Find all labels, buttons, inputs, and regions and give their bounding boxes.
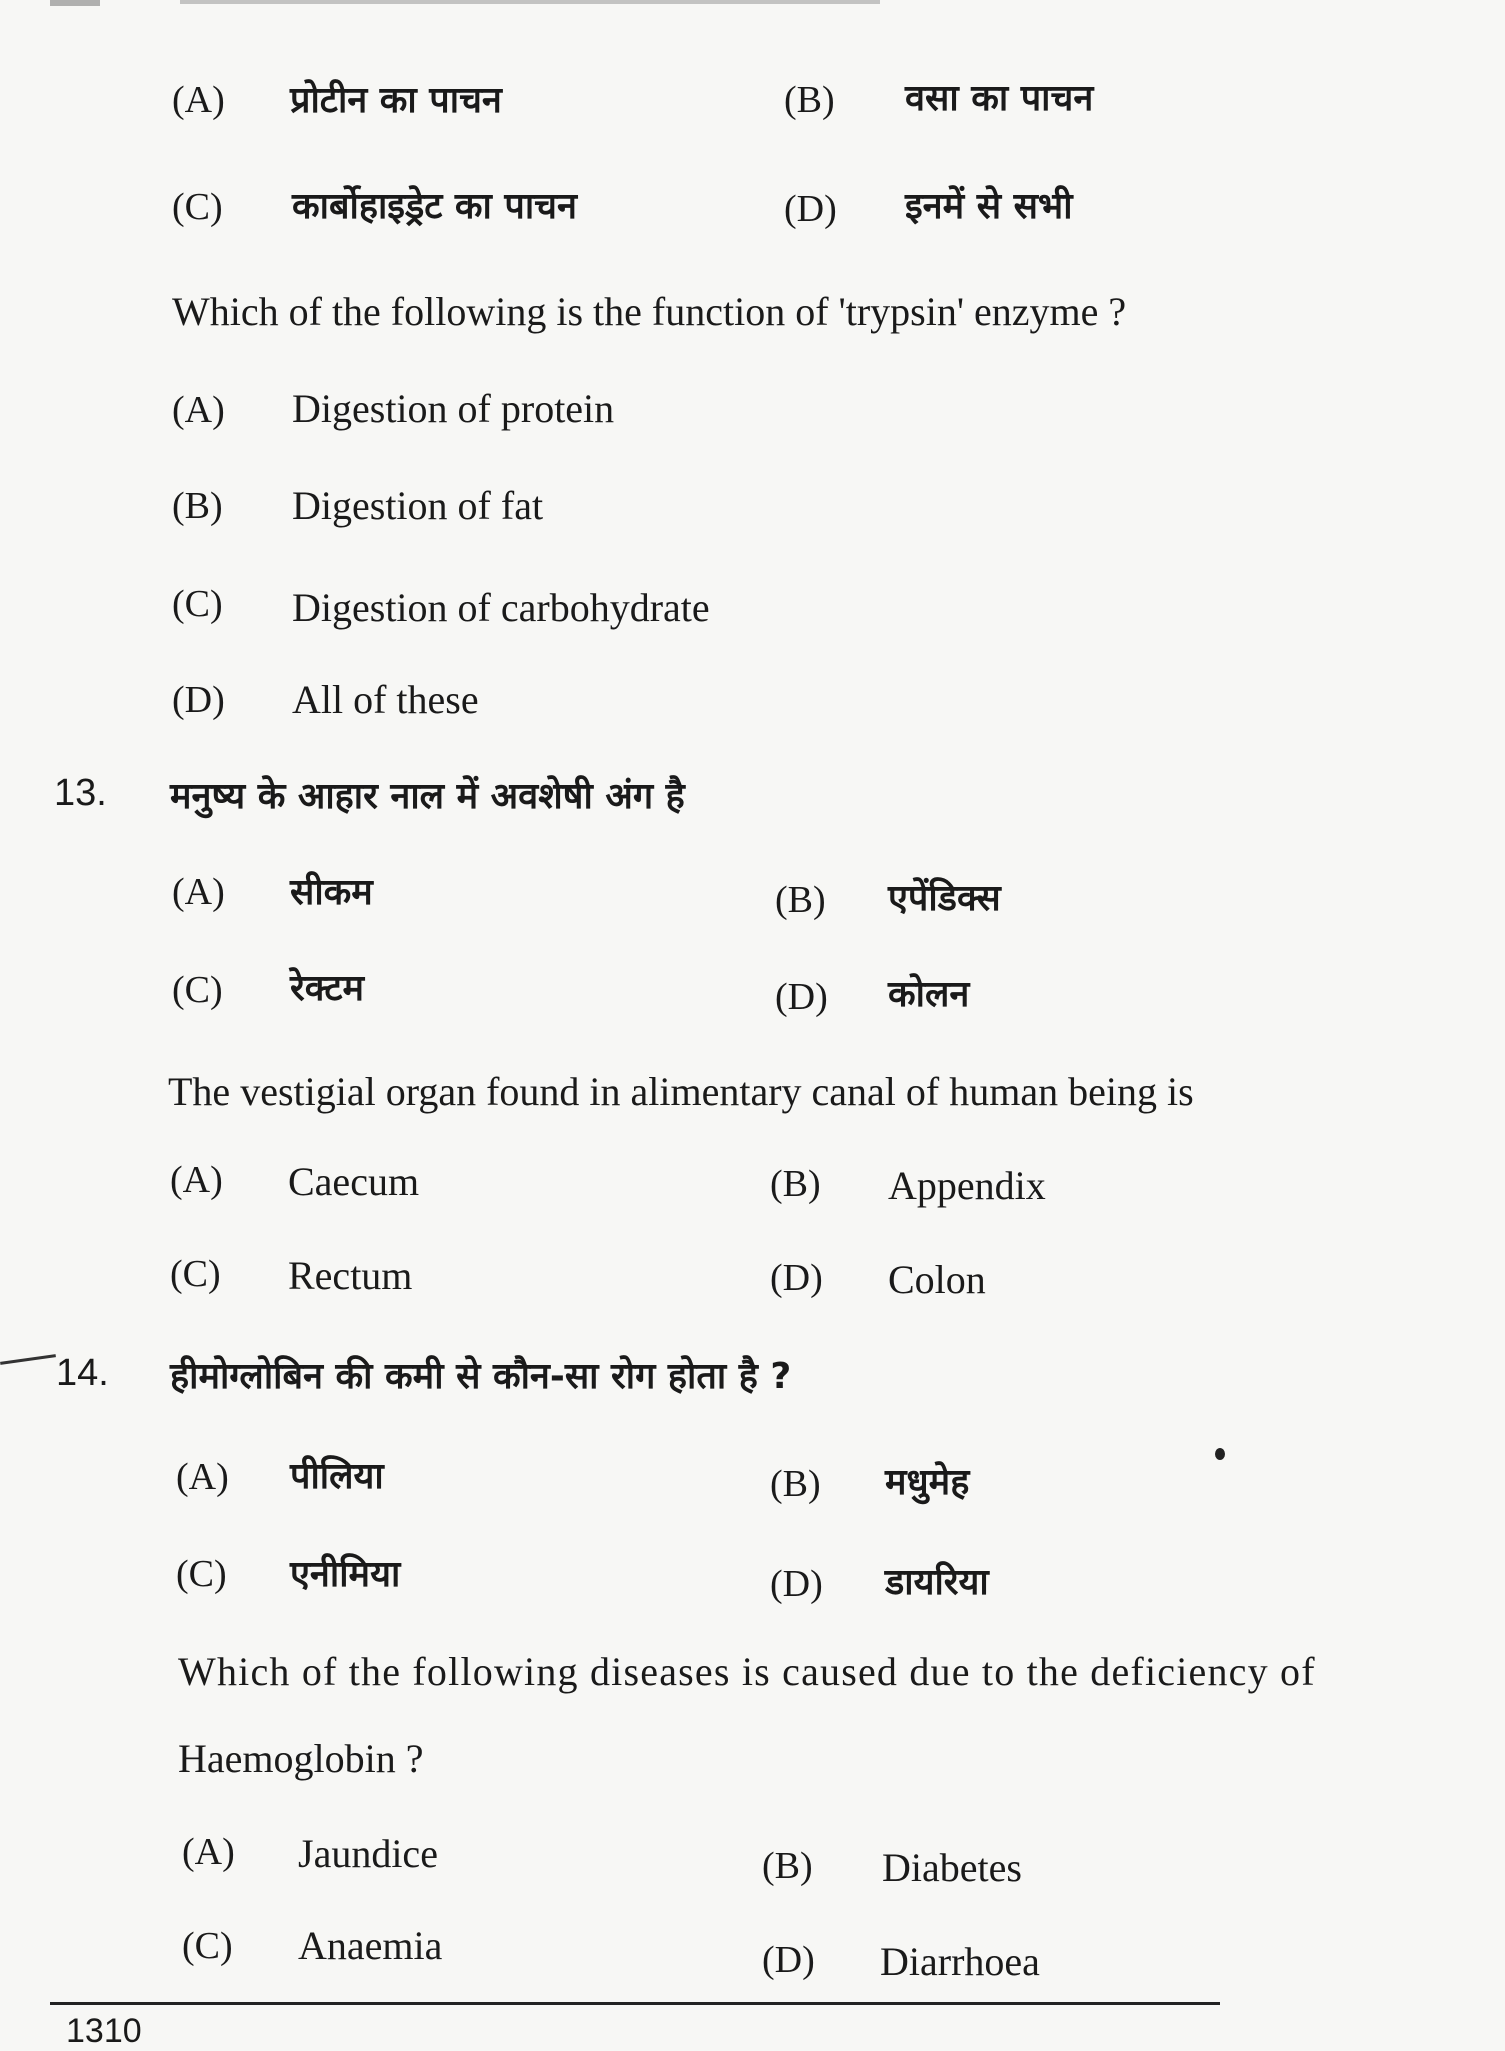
pen-tick-mark (0, 1354, 56, 1365)
q14-hi-option-b: मधुमेह (885, 1462, 970, 1503)
q13-question-hi: मनुष्य के आहार नाल में अवशेषी अंग है (170, 776, 685, 817)
q13-en-option-c-label: (C) (170, 1253, 221, 1295)
q14-question-en-line1: Which of the following diseases is caused due to the deficiency of (178, 1649, 1316, 1694)
q13-en-option-d-label: (D) (770, 1257, 823, 1299)
q12-hi-option-a-label: (A) (172, 79, 225, 121)
q13-hi-option-b: एपेंडिक्स (888, 878, 1001, 919)
q13-question-en: The vestigial organ found in alimentary canal of human being is (168, 1069, 1194, 1114)
q13-hi-option-b-label: (B) (775, 879, 826, 921)
q14-en-option-a: Jaundice (298, 1831, 438, 1876)
q13-en-option-a: Caecum (288, 1159, 420, 1204)
q14-number: 14. (56, 1352, 109, 1394)
ink-dot (1215, 1448, 1225, 1460)
q14-hi-option-a: पीलिया (290, 1456, 384, 1497)
q14-en-option-b: Diabetes (882, 1845, 1022, 1890)
q12-hi-option-a: प्रोटीन का पाचन (290, 80, 502, 121)
q13-hi-option-a-label: (A) (172, 871, 225, 913)
q12-hi-option-d-label: (D) (784, 188, 837, 230)
footer-rule (50, 2002, 1220, 2005)
q12-en-option-c: Digestion of carbohydrate (292, 585, 710, 630)
q13-en-option-c: Rectum (288, 1253, 413, 1298)
q12-hi-option-b-label: (B) (784, 79, 835, 121)
q14-en-option-c: Anaemia (298, 1923, 443, 1968)
q14-question-en-line2: Haemoglobin ? (178, 1736, 424, 1781)
q14-en-option-a-label: (A) (182, 1831, 235, 1873)
q14-en-option-c-label: (C) (182, 1925, 233, 1967)
q13-en-option-a-label: (A) (170, 1159, 223, 1201)
q12-en-option-b: Digestion of fat (292, 483, 544, 528)
q14-hi-option-a-label: (A) (176, 1456, 229, 1498)
q12-en-option-b-label: (B) (172, 485, 223, 527)
q12-hi-option-b: वसा का पाचन (905, 78, 1094, 119)
q12-en-option-d-label: (D) (172, 679, 225, 721)
q14-question-hi: हीमोग्लोबिन की कमी से कौन-सा रोग होता है ? (170, 1356, 792, 1397)
q13-hi-option-a: सीकम (290, 872, 373, 913)
q13-hi-option-d-label: (D) (775, 976, 828, 1018)
q14-en-option-b-label: (B) (762, 1845, 813, 1887)
q13-hi-option-c: रेक्टम (290, 968, 365, 1009)
q13-hi-option-d: कोलन (888, 974, 970, 1015)
q14-en-option-d: Diarrhoea (880, 1939, 1040, 1984)
q14-hi-option-d: डायरिया (885, 1562, 989, 1603)
q12-hi-option-d: इनमें से सभी (905, 186, 1073, 227)
q12-en-option-a-label: (A) (172, 389, 225, 431)
q14-en-option-d-label: (D) (762, 1939, 815, 1981)
q13-number: 13. (54, 772, 107, 814)
q14-hi-option-b-label: (B) (770, 1463, 821, 1505)
q12-question-en: Which of the following is the function of 'trypsin' enzyme ? (172, 289, 1127, 334)
q14-hi-option-d-label: (D) (770, 1563, 823, 1605)
q12-en-option-c-label: (C) (172, 583, 223, 625)
q13-en-option-d: Colon (888, 1257, 986, 1302)
q14-hi-option-c-label: (C) (176, 1553, 227, 1595)
q12-hi-option-c-label: (C) (172, 186, 223, 228)
q13-en-option-b: Appendix (888, 1163, 1046, 1208)
q12-en-option-d: All of these (292, 677, 479, 722)
page-code: 1310 (66, 2012, 142, 2050)
q13-en-option-b-label: (B) (770, 1163, 821, 1205)
cut-off-question-line (40, 0, 990, 10)
q12-en-option-a: Digestion of protein (292, 386, 615, 431)
q12-hi-option-c: कार्बोहाइड्रेट का पाचन (292, 186, 578, 227)
q14-hi-option-c: एनीमिया (290, 1554, 401, 1595)
q13-hi-option-c-label: (C) (172, 969, 223, 1011)
